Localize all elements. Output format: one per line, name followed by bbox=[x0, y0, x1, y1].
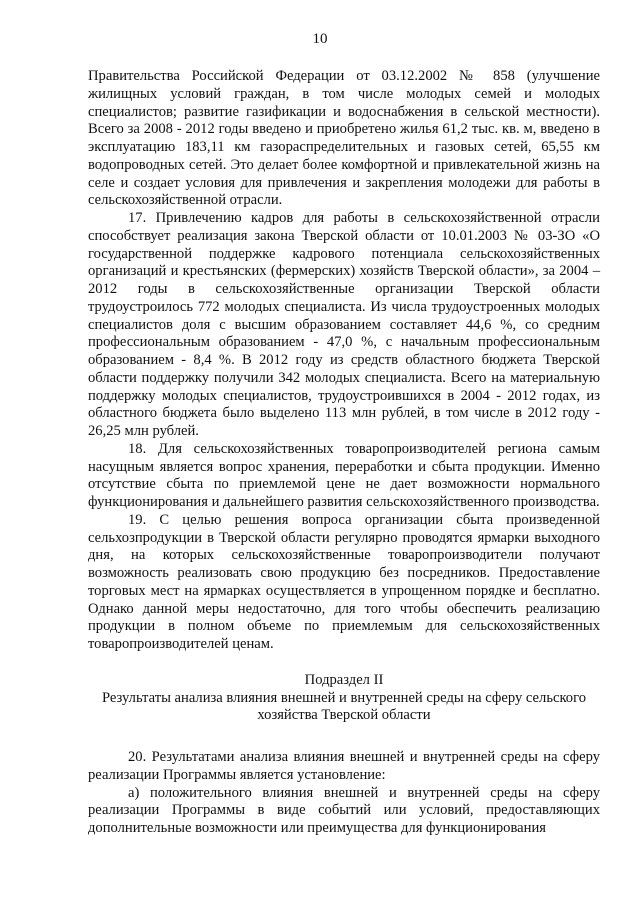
subsection-title: Результаты анализа влияния внешней и внутренней среды на сферу сельского хозяйства Тверской области bbox=[101, 689, 587, 724]
document-body bbox=[88, 68, 600, 838]
paragraph-20: 20. Результатами анализа влияния внешней и внутренней среды на сферу реализации Программы является установление: bbox=[88, 749, 600, 783]
paragraph-19: 19. С целью решения вопроса организации сбыта произведенной сельхозпродукции в Тверской области регулярно проводятся ярмарки выходного дня, на которых сельскохозяйственные товаропроизводители получают возможность реализовать свою продукцию без посредников. Предоставление торговых мест на ярмарках осуществляется в упрощенном порядке и бесплатно. Однако данной меры недостаточно, для того чтобы обеспечить реализацию продукции в полном объеме по приемлемым для сельскохозяйственных товаропроизводителей ценам. bbox=[88, 511, 600, 652]
paragraph-20a: а) положительного влияния внешней и внутренней среды на сферу реализации Программы в виде событий или условий, предоставляющих дополнительные возможности или преимущества для функционирования bbox=[88, 784, 600, 836]
subsection-label: Подраздел II bbox=[304, 671, 384, 688]
page-number: 10 bbox=[312, 31, 328, 47]
paragraph-intro: Правительства Российской Федерации от 03.12.2002 № 858 (улучшение жилищных условий граждан, в том числе молодых семей и молодых специалистов; развитие газификации и водоснабжения в сельской местности). Всего за 2008 - 2012 годы введено и приобретено жилья 61,2 тыс. кв. м, введено в эксплуатацию 183,11 км газораспределительных и газовых сетей, 65,55 км водопроводных сетей. Это делает более комфортной и привлекательной жизнь на селе и создает условия для привлечения и закрепления молодежи для работы в сельскохозяйственной отрасли. bbox=[88, 68, 600, 209]
paragraph-18: 18. Для сельскохозяйственных товаропроизводителей региона самым насущным является вопрос хранения, переработки и сбыта продукции. Именно отсутствие сбыта по приемлемой цене не дает возможности нормального функционирования и дальнейшего развития сельскохозяйственного производства. bbox=[88, 440, 600, 510]
paragraph-17: 17. Привлечению кадров для работы в сельскохозяйственной отрасли способствует реализация закона Тверской области от 10.01.2003 № 03-ЗО «О государственной поддержке кадрового потенциала сельскохозяйственных организаций и крестьянских (фермерских) хозяйств Тверской области», за 2004 – 2012 годы в сельскохозяйственные организации Тверской области трудоустроилось 772 молодых специалиста. Из числа трудоустроенных молодых специалистов доля с высшим образованием составляет 44,6 %, со средним профессиональным образованием - 47,0 %, с начальным профессиональным образованием - 8,4 %. В 2012 году из средств областного бюджета Тверской области поддержку получили 342 молодых специалиста. Всего на материальную поддержку молодых специалистов, трудоустроившихся в 2004 - 2012 годах, из областного бюджета было выделено 113 млн рублей, в том числе в 2012 году - 26,25 млн рублей. bbox=[88, 210, 600, 439]
